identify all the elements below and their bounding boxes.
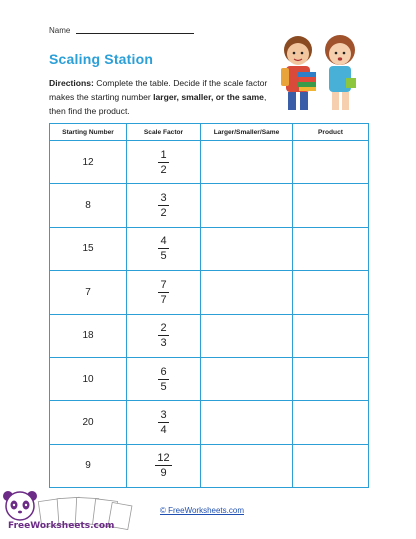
- scale-factor-cell: [127, 314, 201, 357]
- numerator: 1: [160, 148, 167, 161]
- kids-illustration: [268, 28, 368, 114]
- starting-number-cell: 18: [50, 314, 127, 357]
- numerator: 6: [160, 365, 167, 378]
- name-label: Name: [49, 26, 71, 35]
- header-larger-smaller-same: Larger/Smaller/Same: [201, 124, 293, 141]
- numerator: 3: [160, 408, 167, 421]
- starting-number-cell: 8: [50, 184, 127, 227]
- denominator: 9: [160, 467, 167, 480]
- name-blank[interactable]: [76, 33, 194, 34]
- table-header-row: [50, 124, 369, 141]
- comparison-answer-cell[interactable]: [201, 401, 293, 444]
- table-row: [50, 141, 369, 184]
- starting-number-cell: 10: [50, 357, 127, 400]
- numerator: 12: [157, 452, 170, 465]
- denominator: 7: [160, 293, 167, 306]
- table-row: [50, 357, 369, 400]
- product-answer-cell[interactable]: [293, 401, 369, 444]
- scaling-table: [49, 123, 369, 488]
- scale-factor-cell: [127, 401, 201, 444]
- freeworksheets-logo: [0, 486, 140, 539]
- product-answer-cell[interactable]: [293, 314, 369, 357]
- numerator: 3: [160, 192, 167, 205]
- comparison-answer-cell[interactable]: [201, 357, 293, 400]
- comparison-answer-cell[interactable]: [201, 271, 293, 314]
- numerator: 2: [160, 322, 167, 335]
- comparison-answer-cell[interactable]: [201, 227, 293, 270]
- starting-number-cell: 9: [50, 444, 127, 487]
- denominator: 4: [160, 423, 167, 436]
- fraction: [158, 366, 168, 393]
- scale-factor-cell: [127, 271, 201, 314]
- fraction: [158, 192, 168, 219]
- header-product: Product: [293, 124, 369, 141]
- table-row: [50, 401, 369, 444]
- fraction: [158, 322, 168, 349]
- directions: [49, 76, 279, 118]
- product-answer-cell[interactable]: [293, 357, 369, 400]
- scale-factor-cell: [127, 227, 201, 270]
- numerator: 4: [160, 235, 167, 248]
- table-row: [50, 227, 369, 270]
- comparison-answer-cell[interactable]: [201, 314, 293, 357]
- name-field: [49, 26, 194, 35]
- denominator: 3: [160, 337, 167, 350]
- fraction: [155, 452, 171, 479]
- starting-number-cell: 7: [50, 271, 127, 314]
- product-answer-cell[interactable]: [293, 444, 369, 487]
- directions-text-1: Complete the table. Decide if the scale factor makes the starting number: [49, 78, 268, 102]
- scale-factor-cell: [127, 357, 201, 400]
- starting-number-cell: 15: [50, 227, 127, 270]
- directions-text-2: , then find the product.: [49, 92, 267, 116]
- header-scale-factor: Scale Factor: [127, 124, 201, 141]
- logo-text: FreeWorksheets.com: [8, 521, 115, 531]
- denominator: 5: [160, 250, 167, 263]
- panda-icon: [3, 491, 37, 520]
- fraction: [158, 409, 168, 436]
- denominator: 5: [160, 380, 167, 393]
- denominator: 2: [160, 207, 167, 220]
- page-title: Scaling Station: [49, 51, 154, 67]
- starting-number-cell: 20: [50, 401, 127, 444]
- denominator: 2: [160, 163, 167, 176]
- product-answer-cell[interactable]: [293, 271, 369, 314]
- scale-factor-cell: [127, 184, 201, 227]
- directions-bold: larger, smaller, or the same: [153, 92, 264, 102]
- product-answer-cell[interactable]: [293, 184, 369, 227]
- fraction: [158, 149, 168, 176]
- directions-label: Directions:: [49, 78, 94, 88]
- table-row: [50, 271, 369, 314]
- fraction: [158, 235, 168, 262]
- header-starting-number: Starting Number: [50, 124, 127, 141]
- starting-number-cell: 12: [50, 141, 127, 184]
- scale-factor-cell: [127, 141, 201, 184]
- comparison-answer-cell[interactable]: [201, 141, 293, 184]
- table-row: [50, 314, 369, 357]
- scale-factor-cell: [127, 444, 201, 487]
- comparison-answer-cell[interactable]: [201, 184, 293, 227]
- product-answer-cell[interactable]: [293, 227, 369, 270]
- fraction: [158, 279, 168, 306]
- product-answer-cell[interactable]: [293, 141, 369, 184]
- footer-link[interactable]: © FreeWorksheets.com: [160, 506, 244, 515]
- comparison-answer-cell[interactable]: [201, 444, 293, 487]
- table-row: [50, 184, 369, 227]
- table-row: [50, 444, 369, 487]
- numerator: 7: [160, 278, 167, 291]
